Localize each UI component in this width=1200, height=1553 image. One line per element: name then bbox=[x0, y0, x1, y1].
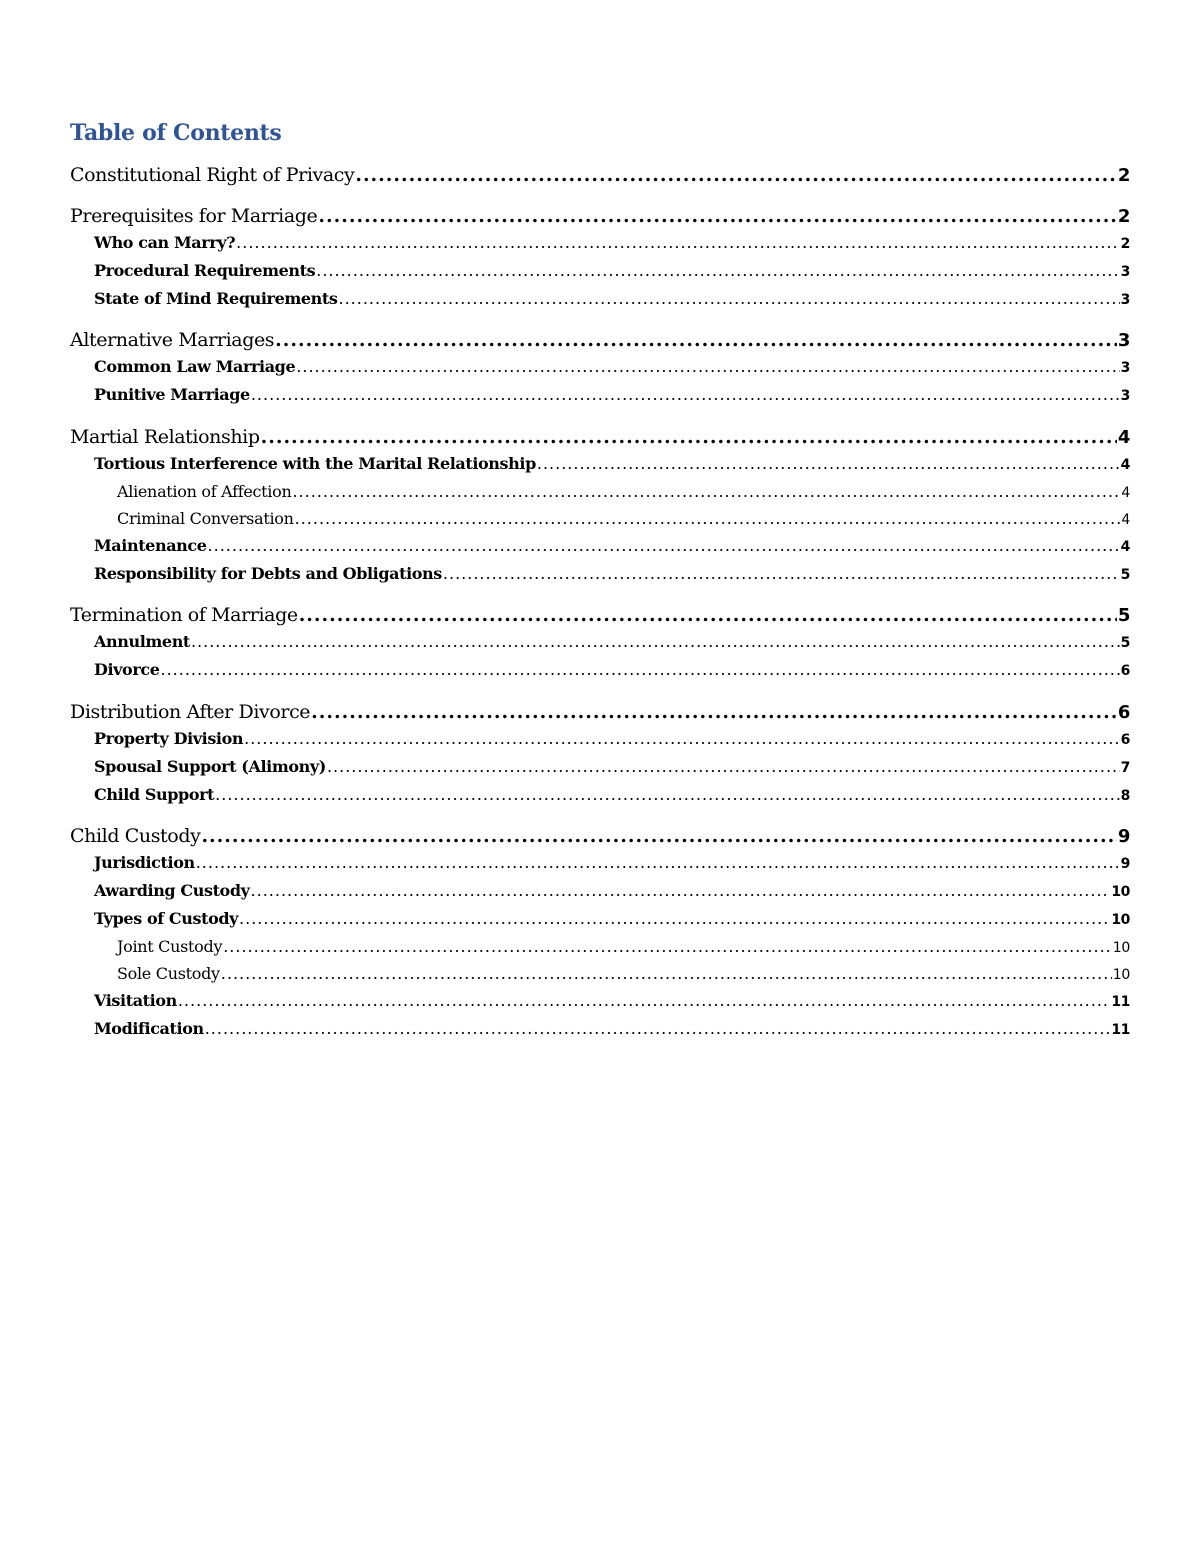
toc-dot-leader bbox=[316, 258, 1119, 285]
toc-entry-label: Who can Marry? bbox=[94, 233, 236, 252]
toc-entry-label: Distribution After Divorce bbox=[70, 700, 311, 723]
toc-entry-label: Annulment bbox=[94, 632, 190, 652]
toc-entry[interactable] bbox=[70, 162, 1130, 189]
toc-entry-label: Constitutional Right of Privacy bbox=[70, 164, 355, 186]
toc-entry[interactable] bbox=[70, 754, 1130, 782]
toc-page-number: 10 bbox=[1111, 884, 1130, 901]
toc-dot-leader bbox=[537, 451, 1120, 478]
toc-entry-label: Common Law Marriage bbox=[94, 357, 296, 377]
toc-entry-label: Child Support bbox=[94, 784, 215, 804]
toc-entry[interactable] bbox=[70, 354, 1130, 382]
toc-dot-leader bbox=[295, 506, 1121, 532]
toc-dot-leader bbox=[327, 754, 1120, 781]
toc-page-number: 6 bbox=[1120, 663, 1130, 680]
toc-entry-label: Punitive Marriage bbox=[94, 385, 250, 405]
toc-page-number: 10 bbox=[1112, 966, 1130, 983]
toc-entry[interactable] bbox=[70, 258, 1130, 286]
toc-heading: Table of Contents bbox=[70, 120, 282, 146]
toc-entry-label: Modification bbox=[94, 1018, 204, 1038]
toc-entry[interactable] bbox=[70, 629, 1130, 657]
toc-dot-leader bbox=[221, 961, 1112, 987]
toc-entry-label: Spousal Support (Alimony) bbox=[94, 756, 326, 776]
toc-dot-leader bbox=[311, 699, 1117, 725]
toc-entry-label: Tortious Interference with the Marital Relationship bbox=[94, 453, 536, 473]
toc-entry-label: Joint Custody bbox=[117, 936, 223, 956]
toc-page-number: 5 bbox=[1120, 635, 1130, 652]
toc-page-number: 4 bbox=[1121, 511, 1130, 528]
toc-page-number: 2 bbox=[1117, 206, 1130, 227]
toc-page-number: 10 bbox=[1111, 911, 1130, 928]
toc-entry[interactable] bbox=[70, 726, 1130, 754]
toc-page-number: 5 bbox=[1120, 566, 1130, 583]
toc-dot-leader bbox=[244, 726, 1120, 753]
toc-entry[interactable] bbox=[70, 657, 1130, 685]
toc-entry[interactable] bbox=[70, 451, 1130, 479]
toc-page-number: 3 bbox=[1120, 291, 1130, 308]
toc-dot-leader bbox=[355, 162, 1117, 188]
toc-dot-leader bbox=[160, 657, 1119, 684]
toc-entry-label: Maintenance bbox=[94, 535, 207, 555]
toc-dot-leader bbox=[299, 602, 1117, 628]
toc-page-number: 7 bbox=[1120, 759, 1130, 776]
toc-page-number: 6 bbox=[1120, 731, 1130, 748]
toc-dot-leader bbox=[236, 230, 1119, 257]
toc-entry[interactable] bbox=[70, 934, 1130, 961]
toc-entry[interactable] bbox=[70, 286, 1130, 314]
toc-dot-leader bbox=[275, 327, 1117, 353]
toc-page-number: 9 bbox=[1120, 856, 1130, 873]
toc-entry-label: Sole Custody bbox=[117, 963, 220, 983]
toc-entry-label: Child Custody bbox=[70, 825, 201, 848]
toc-entry-label: Responsibility for Debts and Obligations bbox=[94, 563, 442, 583]
toc-entry[interactable] bbox=[70, 479, 1130, 506]
toc-entry[interactable] bbox=[70, 561, 1130, 589]
toc-entry[interactable] bbox=[70, 1016, 1130, 1044]
toc-entry[interactable] bbox=[70, 906, 1130, 934]
toc-page-number: 4 bbox=[1120, 538, 1130, 555]
toc-dot-leader bbox=[208, 533, 1120, 560]
toc-dot-leader bbox=[338, 286, 1119, 313]
toc-entry-label: Alienation of Affection bbox=[117, 481, 292, 501]
toc-entry-label: Alternative Marriages bbox=[70, 329, 275, 352]
toc-entry-label: Termination of Marriage bbox=[70, 604, 298, 627]
toc-dot-leader bbox=[215, 782, 1120, 809]
toc-entry[interactable] bbox=[70, 327, 1130, 354]
toc-page-number: 2 bbox=[1117, 165, 1130, 186]
toc-dot-leader bbox=[201, 823, 1116, 849]
toc-entry[interactable] bbox=[70, 782, 1130, 810]
toc-dot-leader bbox=[251, 878, 1111, 905]
toc-dot-leader bbox=[196, 850, 1120, 877]
toc-page bbox=[70, 118, 1130, 1043]
toc-page-number: 5 bbox=[1117, 605, 1130, 627]
toc-entry[interactable] bbox=[70, 203, 1130, 230]
toc-dot-leader bbox=[251, 382, 1120, 409]
toc-entry-label: Martial Relationship bbox=[70, 425, 260, 448]
toc-page-number: 6 bbox=[1117, 701, 1130, 723]
toc-entry-label: State of Mind Requirements bbox=[94, 288, 338, 308]
toc-entry-label: Jurisdiction bbox=[94, 853, 195, 873]
toc-dot-leader bbox=[261, 424, 1117, 450]
toc-page-number: 4 bbox=[1121, 484, 1130, 501]
toc-entry[interactable] bbox=[70, 699, 1130, 726]
toc-dot-leader bbox=[296, 354, 1119, 381]
toc-dot-leader bbox=[223, 934, 1112, 960]
toc-dot-leader bbox=[191, 629, 1120, 656]
toc-entry[interactable] bbox=[70, 850, 1130, 878]
toc-entry[interactable] bbox=[70, 823, 1130, 850]
toc-page-number: 2 bbox=[1120, 236, 1130, 252]
toc-entry[interactable] bbox=[70, 988, 1130, 1016]
toc-entry-label: Property Division bbox=[94, 728, 244, 748]
toc-page-number: 11 bbox=[1111, 993, 1130, 1010]
toc-entry-label: Prerequisites for Marriage bbox=[70, 205, 318, 227]
toc-page-number: 10 bbox=[1112, 939, 1130, 956]
toc-dot-leader bbox=[318, 203, 1117, 229]
toc-entry[interactable] bbox=[70, 602, 1130, 629]
toc-entry[interactable] bbox=[70, 230, 1130, 258]
toc-page-number: 3 bbox=[1120, 360, 1130, 377]
toc-page-number: 4 bbox=[1120, 456, 1130, 473]
toc-list bbox=[70, 162, 1130, 1043]
toc-page-number: 9 bbox=[1117, 826, 1130, 848]
toc-entry-label: Visitation bbox=[94, 990, 177, 1010]
toc-entry[interactable] bbox=[70, 506, 1130, 533]
toc-dot-leader bbox=[178, 988, 1110, 1015]
toc-entry-label: Awarding Custody bbox=[94, 881, 250, 901]
toc-dot-leader bbox=[239, 906, 1110, 933]
toc-entry[interactable] bbox=[70, 382, 1130, 410]
toc-entry[interactable] bbox=[70, 533, 1130, 561]
toc-entry-label: Criminal Conversation bbox=[117, 508, 294, 528]
toc-dot-leader bbox=[443, 561, 1120, 588]
toc-page-number: 4 bbox=[1117, 426, 1130, 448]
toc-entry[interactable] bbox=[70, 878, 1130, 906]
toc-page-number: 3 bbox=[1117, 330, 1130, 352]
toc-page-number: 3 bbox=[1120, 388, 1130, 405]
toc-entry[interactable] bbox=[70, 424, 1130, 451]
toc-page-number: 11 bbox=[1111, 1021, 1130, 1038]
toc-entry-label: Types of Custody bbox=[94, 908, 239, 928]
toc-entry-label: Procedural Requirements bbox=[94, 260, 316, 280]
toc-dot-leader bbox=[292, 479, 1120, 505]
toc-page-number: 3 bbox=[1120, 263, 1130, 280]
toc-entry-label: Divorce bbox=[94, 660, 160, 680]
toc-page-number: 8 bbox=[1120, 787, 1130, 804]
toc-entry[interactable] bbox=[70, 961, 1130, 988]
toc-dot-leader bbox=[205, 1016, 1111, 1043]
